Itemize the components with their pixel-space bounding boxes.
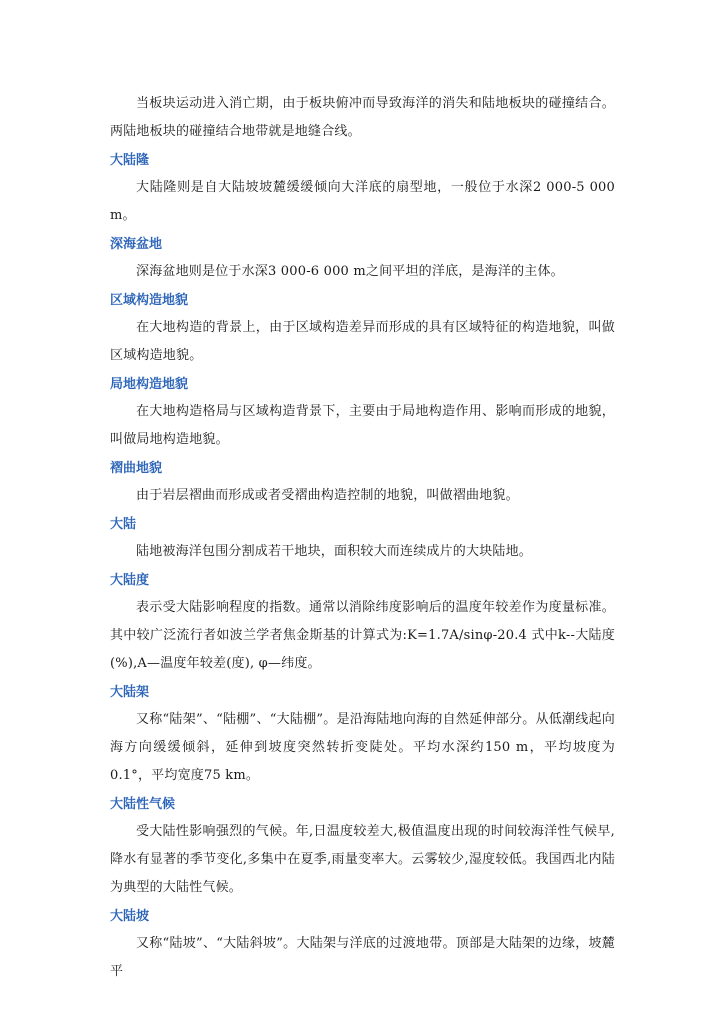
term-definition: 大陆隆则是自大陆坡坡麓缓缓倾向大洋底的扇型地，一般位于水深2 000-5 000 m。 <box>110 180 615 223</box>
entry-regional-tectonic-landform <box>110 292 615 370</box>
term-heading: 大陆性气候 <box>110 797 176 812</box>
term-definition: 在大地构造格局与区域构造背景下，主要由于局地构造作用、影响而形成的地貌，叫做局地构造地貌。 <box>110 404 615 447</box>
term-heading: 大陆隆 <box>110 153 150 168</box>
entry-continental-shelf <box>110 684 615 790</box>
term-heading: 大陆坡 <box>110 909 150 924</box>
term-definition: 在大地构造的背景上，由于区域构造差异而形成的具有区域特征的构造地貌，叫做区域构造地貌。 <box>110 320 615 363</box>
entry-continentality <box>110 572 615 678</box>
document-body <box>110 90 615 986</box>
term-heading: 大陆度 <box>110 573 150 588</box>
term-definition: 陆地被海洋包围分割成若干地块，面积较大而连续成片的大块陆地。 <box>136 544 533 559</box>
term-heading: 深海盆地 <box>110 237 163 252</box>
entry-continent <box>110 516 615 566</box>
term-heading: 局地构造地貌 <box>110 377 189 392</box>
term-definition: 深海盆地则是位于水深3 000-6 000 m之间平坦的洋底，是海洋的主体。 <box>136 264 564 279</box>
term-heading: 区域构造地貌 <box>110 293 189 308</box>
term-definition: 又称“陆坡”、“大陆斜坡”。大陆架与洋底的过渡地带。顶部是大陆架的边缘，坡麓平 <box>110 936 615 979</box>
term-heading: 褶曲地貌 <box>110 461 163 476</box>
entry-fold-landform <box>110 460 615 510</box>
term-definition: 表示受大陆影响程度的指数。通常以消除纬度影响后的温度年较差作为度量标准。其中较广泛流行者如波兰学者焦金斯基的计算式为:K=1.7A/sinφ-20.4 式中k--大陆度(%),A—温度年较差(度), φ—纬度。 <box>110 600 615 671</box>
term-definition: 由于岩层褶曲而形成或者受褶曲构造控制的地貌，叫做褶曲地貌。 <box>136 488 519 503</box>
term-definition: 又称“陆架”、“陆棚”、“大陆棚”。是沿海陆地向海的自然延伸部分。从低潮线起向海方向缓缓倾斜，延伸到坡度突然转折变陡处。平均水深约150 m，平均坡度为0.1°，平均宽度75 km。 <box>110 712 615 783</box>
entry-continental-rise <box>110 152 615 230</box>
entry-continental-slope <box>110 908 615 986</box>
term-definition: 受大陆性影响强烈的气候。年,日温度较差大,极值温度出现的时间较海洋性气候早,降水有显著的季节变化,多集中在夏季,雨量变率大。云雾较少,湿度较低。我国西北内陆为典型的大陆性气候。 <box>110 824 615 895</box>
entry-continental-climate <box>110 796 615 902</box>
intro-paragraph: 当板块运动进入消亡期，由于板块俯冲而导致海洋的消失和陆地板块的碰撞结合。两陆地板块的碰撞结合地带就是地缝合线。 <box>110 96 615 139</box>
term-heading: 大陆 <box>110 517 137 532</box>
term-heading: 大陆架 <box>110 685 150 700</box>
entry-deep-sea-basin <box>110 236 615 286</box>
entry-local-tectonic-landform <box>110 376 615 454</box>
